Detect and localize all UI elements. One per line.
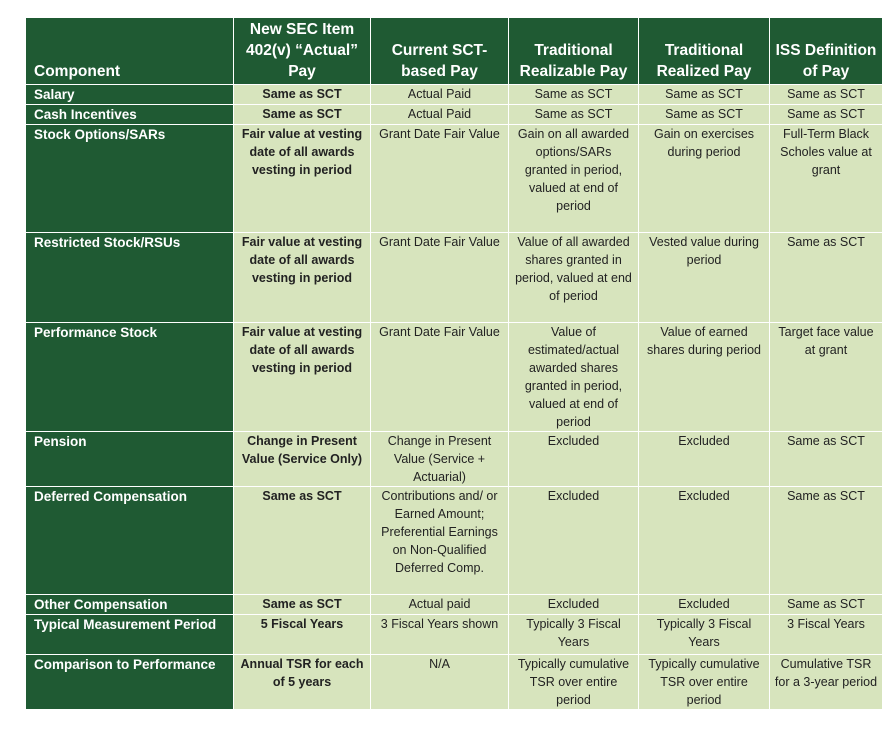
table-row — [26, 487, 883, 595]
row-label-performance-stock: Performance Stock — [26, 323, 234, 432]
table-cell: 3 Fiscal Years shown — [371, 615, 509, 655]
table-cell: Annual TSR for each of 5 years — [234, 655, 371, 710]
table-cell: Actual Paid — [371, 85, 509, 105]
table-cell: N/A — [371, 655, 509, 710]
table-cell: Value of earned shares during period — [639, 323, 770, 432]
header-component: Component — [26, 18, 234, 85]
table-cell: Fair value at vesting date of all awards vesting in period — [234, 323, 371, 432]
table-row — [26, 85, 883, 105]
header-sct-pay: Current SCT-based Pay — [371, 18, 509, 85]
table-cell: Typically cumulative TSR over entire period — [509, 655, 639, 710]
table-cell: Excluded — [639, 432, 770, 487]
table-cell: Same as SCT — [639, 85, 770, 105]
row-label-cash-incentives: Cash Incentives — [26, 105, 234, 125]
header-realized-pay: Traditional Realized Pay — [639, 18, 770, 85]
table-cell: Fair value at vesting date of all awards vesting in period — [234, 233, 371, 323]
table-cell: Change in Present Value (Service + Actuarial) — [371, 432, 509, 487]
comparison-table — [25, 17, 883, 710]
header-row — [26, 18, 883, 85]
table-cell: Gain on all awarded options/SARs granted in period, valued at end of period — [509, 125, 639, 233]
table-cell: Actual paid — [371, 595, 509, 615]
row-label-salary: Salary — [26, 85, 234, 105]
table-cell: Fair value at vesting date of all awards vesting in period — [234, 125, 371, 233]
table-cell: Excluded — [639, 595, 770, 615]
table-cell: Excluded — [509, 487, 639, 595]
table-row — [26, 615, 883, 655]
table-cell: Target face value at grant — [770, 323, 883, 432]
table-cell: Excluded — [639, 487, 770, 595]
table-cell: Contributions and/ or Earned Amount; Preferential Earnings on Non-Qualified Deferred Comp. — [371, 487, 509, 595]
table-cell: Same as SCT — [234, 487, 371, 595]
table-cell: Vested value during period — [639, 233, 770, 323]
table-cell: Grant Date Fair Value — [371, 233, 509, 323]
table-cell: Grant Date Fair Value — [371, 323, 509, 432]
table-cell: Excluded — [509, 595, 639, 615]
header-iss-pay: ISS Definition of Pay — [770, 18, 883, 85]
table-cell: Same as SCT — [770, 85, 883, 105]
table-cell: Same as SCT — [234, 595, 371, 615]
table-cell: Typically cumulative TSR over entire period — [639, 655, 770, 710]
table-row — [26, 595, 883, 615]
row-label-other-compensation: Other Compensation — [26, 595, 234, 615]
table-cell: Same as SCT — [509, 105, 639, 125]
table-cell: Value of all awarded shares granted in period, valued at end of period — [509, 233, 639, 323]
header-sec-actual-pay: New SEC Item 402(v) “Actual” Pay — [234, 18, 371, 85]
row-label-stock-options: Stock Options/SARs — [26, 125, 234, 233]
table-cell: Actual Paid — [371, 105, 509, 125]
table-cell: 5 Fiscal Years — [234, 615, 371, 655]
table-cell: Typically 3 Fiscal Years — [639, 615, 770, 655]
table-cell: Grant Date Fair Value — [371, 125, 509, 233]
row-label-measurement-period: Typical Measurement Period — [26, 615, 234, 655]
table-cell: Same as SCT — [234, 105, 371, 125]
table-row — [26, 432, 883, 487]
table-cell: Same as SCT — [770, 105, 883, 125]
table-cell: Excluded — [509, 432, 639, 487]
header-realizable-pay: Traditional Realizable Pay — [509, 18, 639, 85]
row-label-comparison-to-performance: Comparison to Performance — [26, 655, 234, 710]
row-label-restricted-stock: Restricted Stock/RSUs — [26, 233, 234, 323]
table-cell: Same as SCT — [509, 85, 639, 105]
table-cell: Same as SCT — [770, 595, 883, 615]
table-cell: Same as SCT — [639, 105, 770, 125]
table-row — [26, 105, 883, 125]
table-cell: Change in Present Value (Service Only) — [234, 432, 371, 487]
table-cell: Same as SCT — [234, 85, 371, 105]
row-label-deferred-compensation: Deferred Compensation — [26, 487, 234, 595]
table-cell: Typically 3 Fiscal Years — [509, 615, 639, 655]
row-label-pension: Pension — [26, 432, 234, 487]
table-row — [26, 125, 883, 233]
table-cell: Same as SCT — [770, 233, 883, 323]
table-cell: Full-Term Black Scholes value at grant — [770, 125, 883, 233]
table-row — [26, 233, 883, 323]
table-cell: Gain on exercises during period — [639, 125, 770, 233]
table-cell: Same as SCT — [770, 487, 883, 595]
table-cell: Cumulative TSR for a 3-year period — [770, 655, 883, 710]
table-cell: Same as SCT — [770, 432, 883, 487]
table-row — [26, 323, 883, 432]
table-cell: 3 Fiscal Years — [770, 615, 883, 655]
table-row — [26, 655, 883, 710]
table-cell: Value of estimated/actual awarded shares granted in period, valued at end of period — [509, 323, 639, 432]
